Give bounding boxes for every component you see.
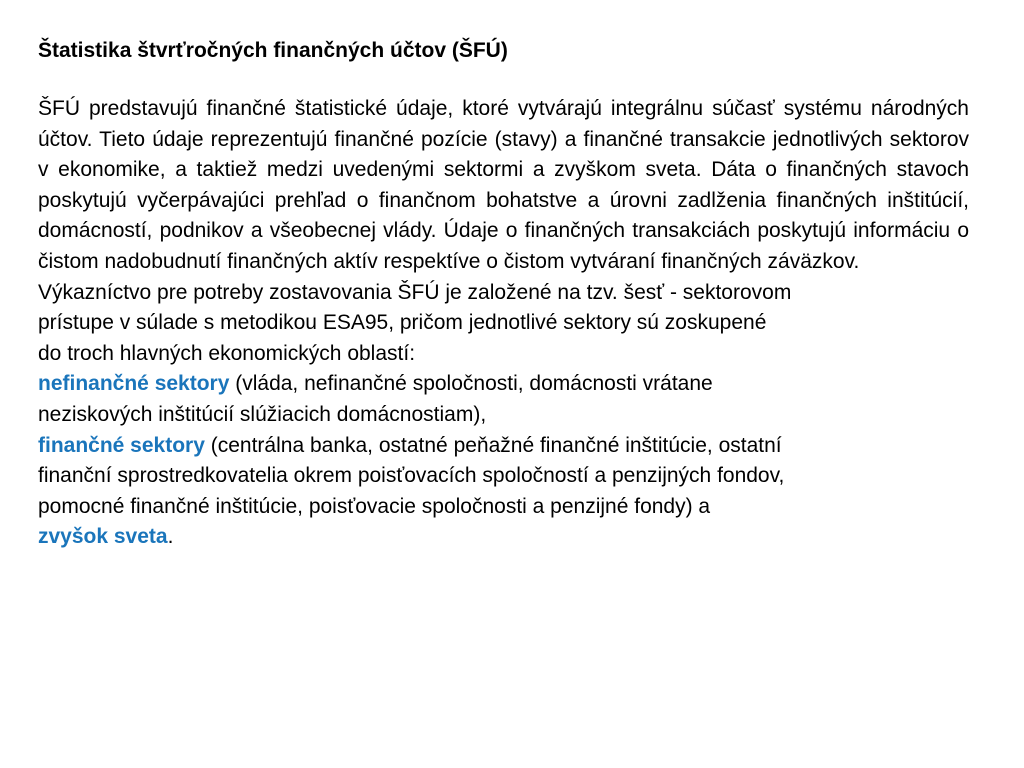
reporting-paragraph <box>38 278 969 553</box>
financial-sectors-label: finančné sektory <box>38 433 205 457</box>
reporting-line-1: Výkazníctvo pre potreby zostavovania ŠFÚ je založené na tzv. šesť - sektorovom <box>38 280 792 304</box>
slide-content <box>38 36 969 553</box>
rest-of-world-label: zvyšok sveta <box>38 525 168 549</box>
reporting-line-3: do troch hlavných ekonomických oblastí: <box>38 341 416 365</box>
slide-title: Štatistika štvrťročných finančných účtov (ŠFÚ) <box>38 39 508 62</box>
financial-sectors-text-2: finanční sprostredkovatelia okrem poisťovacích spoločností a penzijných fondov, <box>38 464 785 488</box>
nonfinancial-sectors-text-2: neziskových inštitúcií slúžiacich domácnostiam), <box>38 402 487 426</box>
nonfinancial-sectors-text-1: (vláda, nefinančné spoločnosti, domácnosti vrátane <box>229 372 713 396</box>
financial-sectors-text-1: (centrálna banka, ostatné peňažné finančné inštitúcie, ostatní <box>204 433 782 457</box>
financial-sectors-text-3: pomocné finančné inštitúcie, poisťovacie spoločnosti a penzijné fondy) a <box>38 494 711 518</box>
nonfinancial-sectors-label: nefinančné sektory <box>38 372 230 396</box>
rest-of-world-suffix: . <box>167 525 174 549</box>
reporting-line-2: prístupe v súlade s metodikou ESA95, pričom jednotlivé sektory sú zoskupené <box>38 311 767 335</box>
intro-paragraph: ŠFÚ predstavujú finančné štatistické údaje, ktoré vytvárajú integrálnu súčasť systému národných účtov. Tieto údaje reprezentujú finančné pozície (stavy) a finančné transakcie jednotlivých sektorov v ekonomike, a taktiež medzi uvedenými sektormi a zvyškom sveta. Dáta o finančných stavoch poskytujú vyčerpávajúci prehľad o finančnom bohatstve a úrovni zadlženia finančných inštitúcií, domácností, podnikov a všeobecnej vlády. Údaje o finančných transakciách poskytujú informáciu o čistom nadobudnutí finančných aktív respektíve o čistom vytváraní finančných záväzkov. <box>38 97 969 273</box>
